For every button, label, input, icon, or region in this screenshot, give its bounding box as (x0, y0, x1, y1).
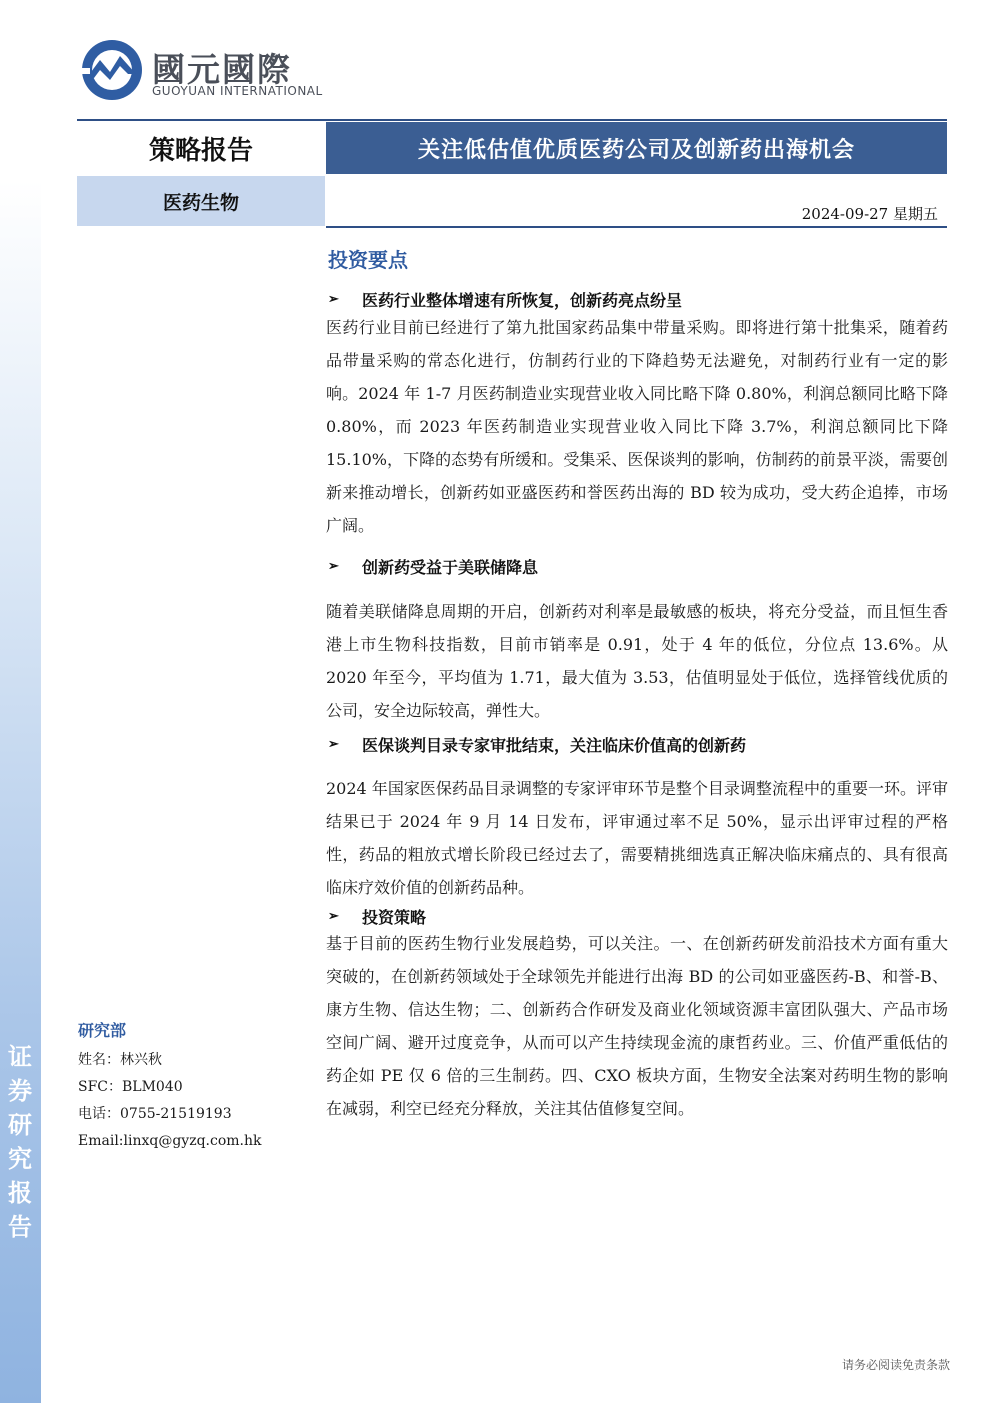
report-type-label: 策略报告 (148, 135, 253, 166)
point-heading (328, 555, 538, 578)
point-body: 2024 年国家医保药品目录调整的专家评审环节是整个目录调整流程中的重要一环。评审结果已于 2024 年 9 月 14 日发布，评审通过率不足 50%，显示出评审过程的严格性，药品的粗放式增长阶段已经过去了，需要精挑细选真正解决临床痛点的、具有很高临床疗效价值的创新药品种。 (326, 779, 948, 897)
point-heading-text: 医药行业整体增速有所恢复，创新药亮点纷呈 (362, 291, 683, 310)
analyst-email: Email:linxq@gyzq.com.hk (78, 1133, 262, 1149)
point-heading-text: 创新药受益于美联储降息 (362, 558, 539, 577)
date-divider (326, 226, 947, 228)
point-body: 随着美联储降息周期的开启，创新药对利率是最敏感的板块，将充分受益，而且恒生香港上市生物科技指数，目前市销率是 0.91，处于 4 年的低位，分位点 13.6%。从 2020 年至今，平均值为 1.71，最大值为 3.53，估值明显处于低位，选择管线优质的公司，安全边际较高，弹性大。 (326, 602, 948, 720)
side-label-char: 究 (8, 1144, 32, 1173)
point-heading (328, 288, 682, 311)
header-divider (77, 119, 947, 121)
point-body: 基于目前的医药生物行业发展趋势，可以关注。一、在创新药研发前沿技术方面有重大突破的，在创新药领域处于全球领先并能进行出海 BD 的公司如亚盛医药-B、和誉-B、康方生物、信达生物；二、创新药合作研发及商业化领域资源丰富团队强大、产品市场空间广阔、避开过度竞争，从而可以产生持续现金流的康哲药业。三、价值严重低估的药企如 PE 仅 6 倍的三生制药。四、CXO 板块方面，生物安全法案对药明生物的影响在减弱，利空已经充分释放，关注其估值修复空间。 (326, 934, 948, 1118)
arrow-bullet-icon: ➢ (328, 909, 339, 924)
report-date: 2024-09-27 星期五 (801, 205, 938, 223)
industry-label: 医药生物 (77, 176, 325, 226)
disclaimer-note: 请务必阅读免责条款 (841, 1358, 950, 1372)
point-body: 医药行业目前已经进行了第九批国家药品集中带量采购。即将进行第十批集采，随着药品带量采购的常态化进行，仿制药行业的下降趋势无法避免，对制药行业有一定的影响。2024 年 1-7 月医药制造业实现营业收入同比略下降 0.80%，利润总额同比略下降 0.80%，而 2023 年医药制造业实现营业收入同比下降 3.7%，利润总额同比下降 15.10%，下降的态势有所缓和。受集采、医保谈判的影响，仿制药的前景平淡，需要创新来推动增长，创新药如亚盛医药和誉医药出海的 BD 较为成功，受大药企追捧，市场广阔。 (326, 318, 948, 535)
side-label-char: 券 (8, 1076, 32, 1105)
analyst-phone: 电话：0755-21519193 (78, 1106, 232, 1122)
arrow-bullet-icon: ➢ (328, 559, 339, 574)
side-label-char: 证 (8, 1042, 32, 1071)
arrow-bullet-icon: ➢ (328, 737, 339, 752)
analyst-info (78, 1018, 318, 1155)
section-title: 投资要点 (328, 248, 408, 272)
point-heading (328, 733, 746, 756)
side-label (6, 1040, 34, 1244)
point-heading (328, 905, 426, 928)
report-title: 关注低估值优质医药公司及创新药出海机会 (326, 122, 947, 174)
analyst-name: 姓名：林兴秋 (78, 1052, 162, 1068)
point-heading-text: 投资策略 (362, 908, 427, 927)
side-label-char: 报 (8, 1178, 32, 1207)
point-heading-text: 医保谈判目录专家审批结束，关注临床价值高的创新药 (362, 736, 747, 755)
research-dept: 研究部 (78, 1021, 127, 1040)
analyst-sfc: SFC：BLM040 (78, 1079, 183, 1095)
arrow-bullet-icon: ➢ (328, 292, 339, 307)
logo-english-name: GUOYUAN INTERNATIONAL (152, 84, 323, 98)
logo-chinese-name: 國元國際 (152, 50, 292, 89)
side-label-char: 告 (8, 1212, 32, 1241)
side-label-char: 研 (8, 1110, 32, 1139)
